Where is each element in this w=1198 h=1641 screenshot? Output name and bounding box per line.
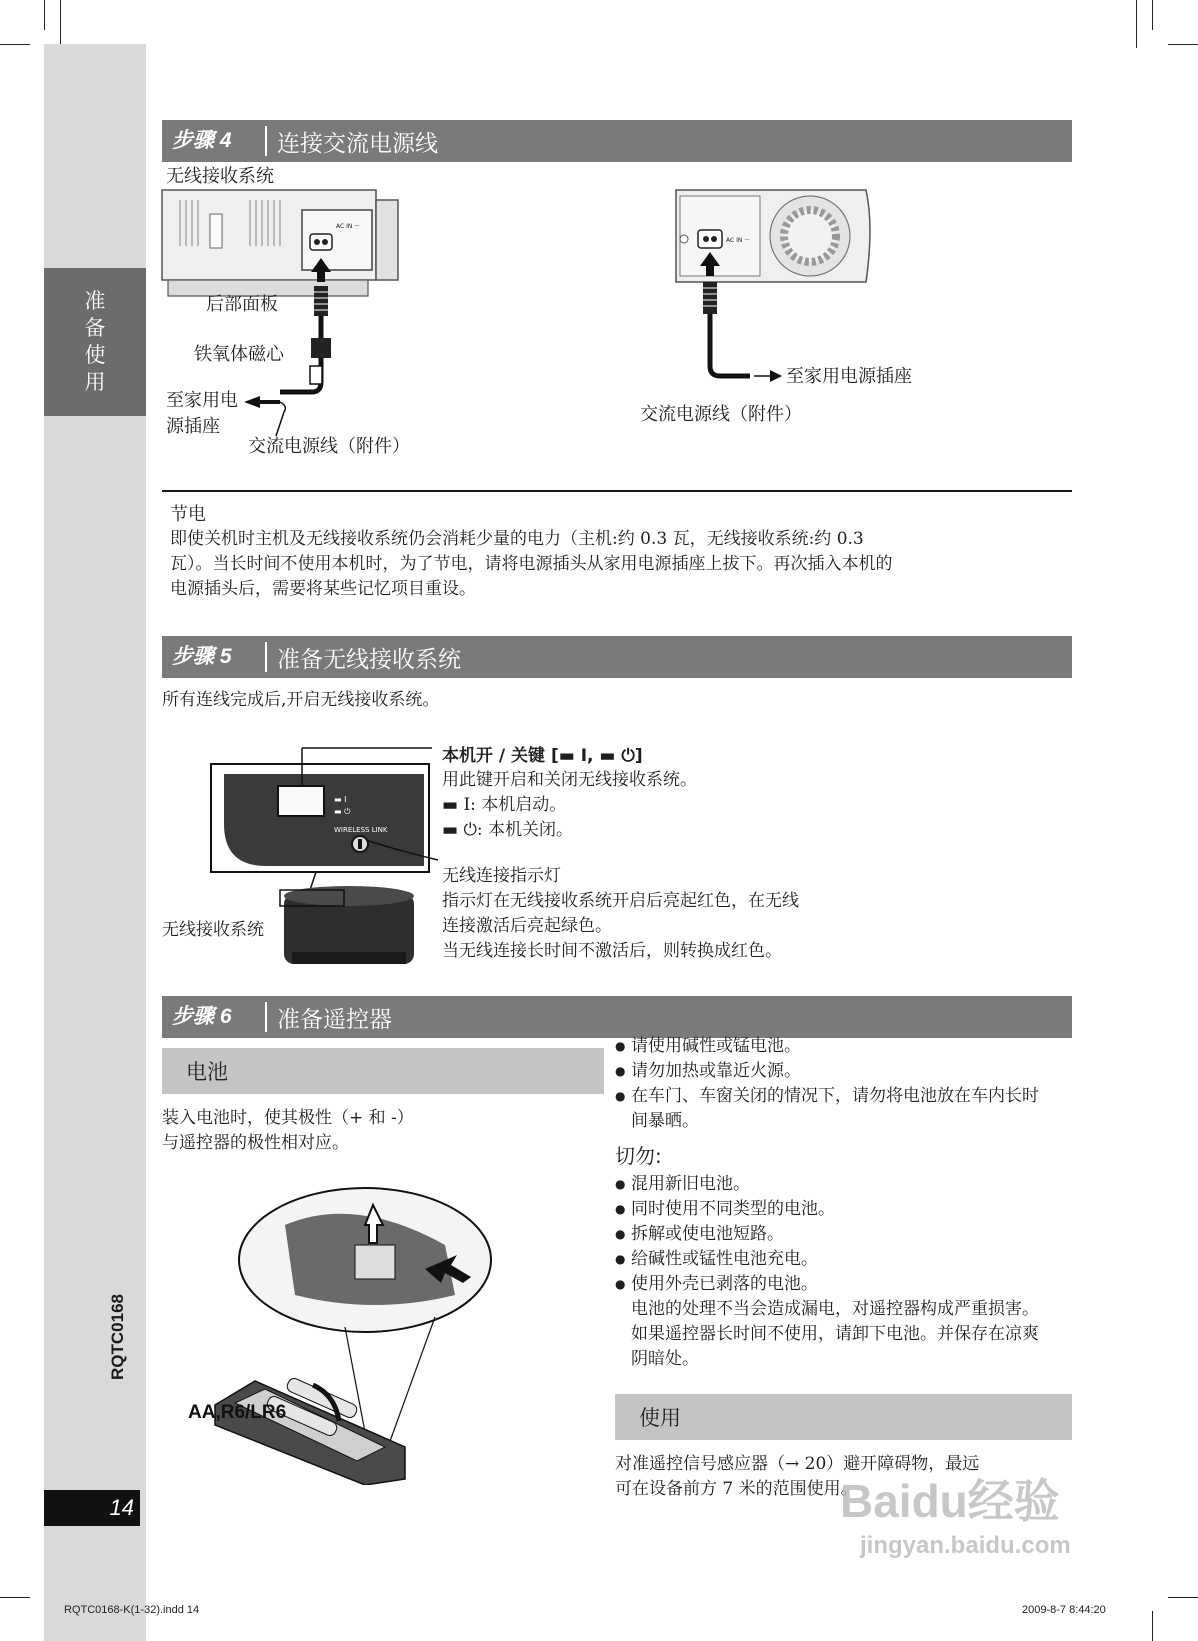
outlet-label-right: 至家用电源插座 (786, 366, 912, 387)
dont-item: ● 同时使用不同类型的电池。 (615, 1197, 1045, 1222)
battery-type-label: AA,R6/LR6 (188, 1402, 287, 1423)
power-save-body (170, 527, 1070, 602)
outlet-label-line1: 至家用电 (166, 390, 238, 411)
power-save-heading: 节电 (170, 504, 206, 525)
use-line: 对准遥控信号感应器（→ 20）避开障碍物，最远 (615, 1454, 980, 1474)
outlet-label-line2: 源插座 (166, 416, 220, 437)
section-label-char: 用 (84, 370, 106, 394)
svg-text:▬ ⏻: ▬ ⏻ (334, 807, 351, 816)
battery-note: ● 请勿加热或靠近火源。 (615, 1059, 1045, 1084)
step4-number: 步骤 4 (162, 126, 267, 156)
step4-title: 连接交流电源线 (277, 130, 438, 157)
remote-battery-diagram (205, 1185, 505, 1485)
watermark-url: jingyan.baidu.com (860, 1532, 1071, 1559)
doc-code: RQTC0168 (108, 1294, 127, 1380)
battery-line: 与遥控器的极性相对应。 (162, 1133, 349, 1153)
indicator-line: 指示灯在无线接收系统开启后亮起红色，在无线 (442, 891, 799, 911)
outlet-arrow-left (240, 390, 300, 440)
step5-number: 步骤 5 (162, 642, 267, 672)
power-switch-heading: 本机开 / 关键 [▬ I, ▬ ⏻] (442, 746, 643, 766)
step4-header (162, 120, 1072, 162)
page-number: 14 (44, 1490, 140, 1526)
rear-panel-label: 后部面板 (206, 294, 278, 315)
indicator-body (442, 889, 799, 964)
step6-header (162, 996, 1072, 1038)
ac-in-mark-right: AC IN ～ (726, 237, 751, 244)
battery-heading: 电池 (162, 1048, 604, 1094)
battery-notes (615, 1034, 1045, 1134)
dont-item: ● 拆解或使电池短路。 (615, 1222, 1045, 1247)
dont-item: ● 给碱性或锰性电池充电。 (615, 1247, 1045, 1272)
dont-item: ● 使用外壳已剥落的电池。 (615, 1272, 1045, 1297)
cord-label-left: 交流电源线（附件） (248, 436, 410, 457)
wireless-device-label: 无线接收系统 (162, 920, 264, 940)
ac-in-mark: AC IN ～ (336, 223, 361, 230)
step4-subtitle: 无线接收系统 (166, 166, 274, 187)
section-tab (44, 268, 146, 416)
main-unit-rear-diagram (670, 186, 890, 386)
battery-warning: 电池的处理不当会造成漏电，对遥控器构成严重损害。如果遥控器长时间不使用，请卸下电池。并保存在凉爽阴暗处。 (631, 1299, 1039, 1369)
step6-title: 准备遥控器 (277, 1006, 392, 1033)
svg-text:▬ I: ▬ I (334, 795, 347, 804)
section-divider (162, 490, 1072, 492)
section-label-char: 备 (84, 316, 106, 340)
step5-intro: 所有连线完成后,开启无线接收系统。 (162, 690, 440, 710)
use-line: 可在设备前方 7 米的范围使用。 (615, 1479, 858, 1499)
footer-datetime: 2009-8-7 8:44:20 (1022, 1604, 1106, 1616)
power-switch-desc: 用此键开启和关闭无线接收系统。 (442, 770, 697, 790)
power-save-line: 瓦）。当长时间不使用本机时，为了节电，请将电源插头从家用电源插座上拔下。再次插入本机的 (170, 554, 893, 574)
indicator-line: 连接激活后亮起绿色。 (442, 916, 612, 936)
power-switch-off: ▬ ⏻: 本机关闭。 (442, 820, 574, 840)
battery-note: ● 请使用碱性或锰电池。 (615, 1034, 1045, 1059)
footer-file: RQTC0168-K(1-32).indd 14 (64, 1604, 200, 1616)
power-save-line: 即使关机时主机及无线接收系统仍会消耗少量的电力（主机:约 0.3 瓦，无线接收系统:约 0.3 (170, 529, 864, 549)
indicator-line: 当无线连接长时间不激活后，则转换成红色。 (442, 941, 782, 961)
indicator-heading: 无线连接指示灯 (442, 866, 561, 886)
power-save-line: 电源插头后，需要将某些记忆项目重设。 (170, 579, 476, 599)
battery-instructions (162, 1106, 414, 1156)
section-label-char: 准 (84, 289, 106, 313)
wireless-link-mark: WIRELESS LINK (334, 826, 388, 834)
cord-label-right: 交流电源线（附件） (640, 404, 802, 425)
battery-line: 装入电池时，使其极性（+ 和 -） (162, 1108, 414, 1128)
battery-note: ● 在车门、车窗关闭的情况下，请勿将电池放在车内长时间暴晒。 (615, 1084, 1045, 1134)
step6-number: 步骤 6 (162, 1002, 267, 1032)
dont-list (615, 1172, 1045, 1372)
section-label-char: 使 (84, 343, 106, 367)
watermark-logo: Baidu经验 (840, 1475, 1060, 1527)
step5-title: 准备无线接收系统 (277, 646, 461, 673)
dont-item: ● 混用新旧电池。 (615, 1172, 1045, 1197)
step5-header (162, 636, 1072, 678)
dont-heading: 切勿: (615, 1144, 662, 1168)
use-heading: 使用 (615, 1394, 1072, 1440)
power-switch-on: ▬ I: 本机启动。 (442, 795, 567, 815)
ferrite-label: 铁氧体磁心 (194, 344, 284, 365)
